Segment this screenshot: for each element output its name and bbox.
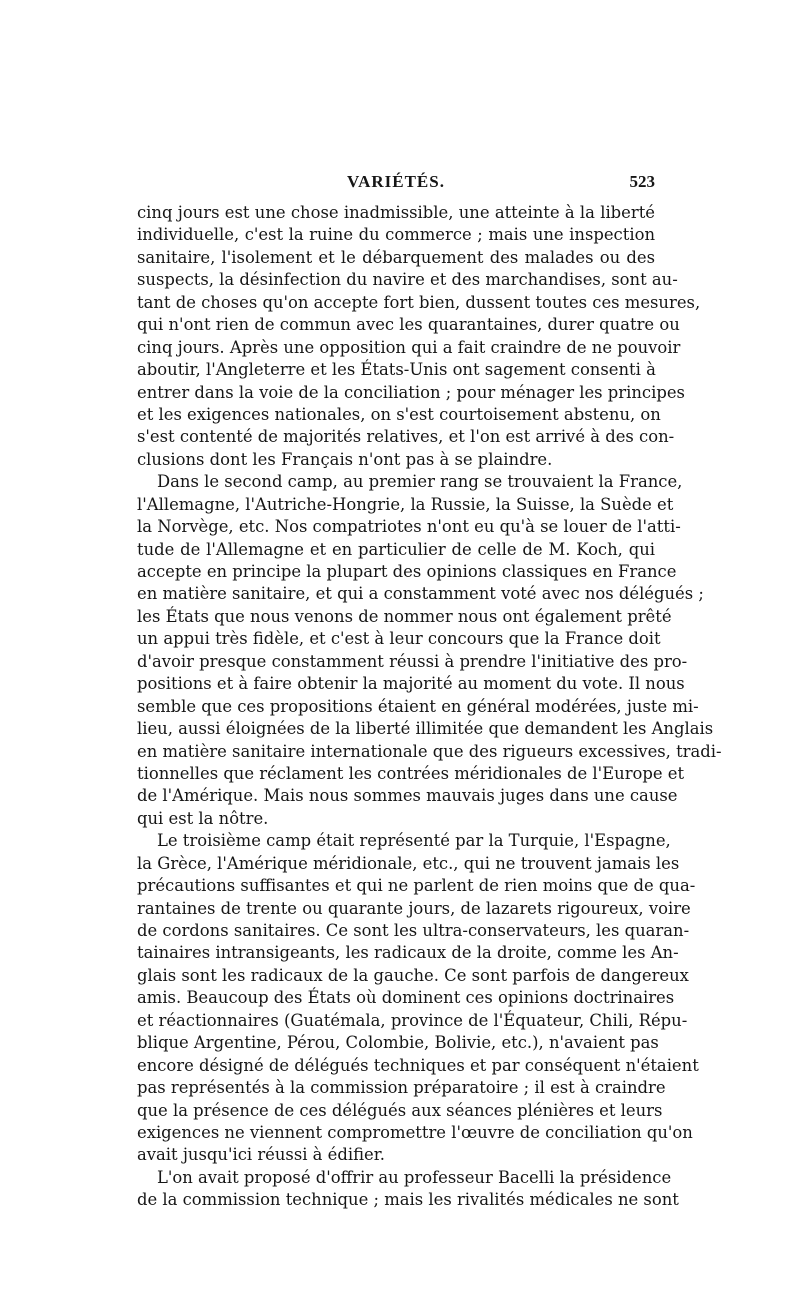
text-line: Le troisième camp était représenté par la Turquie, l'Espagne, [157, 831, 671, 851]
text-line: s'est contenté de majorités relatives, et l'on est arrivé à des con- [137, 427, 675, 447]
text-line: entrer dans la voie de la conciliation ; pour ménager les principes [137, 382, 685, 402]
text-line: clusions dont les Français n'ont pas à se plaindre. [137, 449, 553, 469]
text-line: et réactionnaires (Guatémala, province de l'Équateur, Chili, Répu- [137, 1010, 688, 1030]
text-line: L'on avait proposé d'offrir au professeur Bacelli la présidence [157, 1167, 672, 1187]
text-line: de cordons sanitaires. Ce sont les ultra-conservateurs, les quaran- [137, 921, 690, 940]
text-line: d'avoir presque constamment réussi à prendre l'initiative des pro- [137, 651, 688, 671]
text-line: en matière sanitaire, et qui a constamment voté avec nos délégués ; [137, 584, 704, 604]
text-line: lieu, aussi éloignées de la liberté illimitée que demandent les Anglais [137, 719, 714, 739]
text-line: l'Allemagne, l'Autriche-Hongrie, la Russie, la Suisse, la Suède et [137, 494, 674, 514]
text-line: cinq jours est une chose inadmissible, une atteinte à la liberté [137, 203, 655, 222]
text-line: amis. Beaucoup des États où dominent ces opinions doctrinaires [137, 988, 675, 1008]
text-line: Dans le second camp, au premier rang se trouvaient la France, [157, 472, 683, 492]
running-header [137, 172, 655, 196]
text-line: en matière sanitaire internationale que des rigueurs excessives, tradi- [137, 741, 722, 761]
text-line: cinq jours. Après une opposition qui a fait craindre de ne pouvoir [137, 337, 681, 357]
text-line: un appui très fidèle, et c'est à leur concours que la France doit [137, 629, 661, 649]
text-line: tionnelles que réclament les contrées méridionales de l'Europe et [137, 763, 685, 783]
text-line: tainaires intransigeants, les radicaux de la droite, comme les An- [137, 943, 679, 963]
text-line: que la présence de ces délégués aux séances plénières et leurs [137, 1100, 663, 1120]
text-line: positions et à faire obtenir la majorité au moment du vote. Il nous [137, 674, 685, 694]
text-line: la Grèce, l'Amérique méridionale, etc., qui ne trouvent jamais les [137, 853, 680, 873]
page-number: 523 [629, 172, 655, 191]
text-line: rantaines de trente ou quarante jours, de lazarets rigoureux, voire [137, 898, 691, 918]
text-line: les États que nous venons de nommer nous ont également prêté [137, 606, 672, 626]
text-line: individuelle, c'est la ruine du commerce ; mais une inspection [137, 225, 655, 245]
section-title: VARIÉTÉS. [347, 172, 445, 191]
text-line: blique Argentine, Pérou, Colombie, Bolivie, etc.), n'avaient pas [137, 1033, 659, 1053]
text-line: semble que ces propositions étaient en général modérées, juste mi- [137, 696, 699, 716]
text-line: pas représentés à la commission préparatoire ; il est à craindre [137, 1078, 666, 1098]
text-line: aboutir, l'Angleterre et les États-Unis ont sagement consenti à [137, 360, 656, 380]
text-line: tant de choses qu'on accepte fort bien, dussent toutes ces mesures, [137, 292, 701, 312]
text-line: qui est la nôtre. [137, 808, 269, 828]
text-line: de la commission technique ; mais les rivalités médicales ne sont [137, 1190, 679, 1210]
text-line: accepte en principe la plupart des opinions classiques en France [137, 562, 677, 581]
text-line: avait jusqu'ici réussi à édifier. [137, 1145, 385, 1165]
text-line: suspects, la désinfection du navire et des marchandises, sont au- [137, 270, 678, 290]
text-line: glais sont les radicaux de la gauche. Ce sont parfois de dangereux [137, 965, 689, 985]
text-line: encore désigné de délégués techniques et par conséquent n'étaient [137, 1055, 699, 1075]
text-line: tude de l'Allemagne et en particulier de celle de M. Koch, qui [137, 539, 655, 559]
body-text [137, 202, 722, 1212]
text-line: sanitaire, l'isolement et le débarquement des malades ou des [137, 247, 655, 267]
text-line: de l'Amérique. Mais nous sommes mauvais juges dans une cause [137, 786, 678, 806]
text-line: et les exigences nationales, on s'est courtoisement abstenu, on [137, 404, 661, 424]
text-line: précautions suffisantes et qui ne parlent de rien moins que de qua- [137, 876, 696, 896]
text-line: la Norvège, etc. Nos compatriotes n'ont eu qu'à se louer de l'atti- [137, 517, 681, 537]
text-line: qui n'ont rien de commun avec les quarantaines, durer quatre ou [137, 315, 680, 335]
text-line: exigences ne viennent compromettre l'œuvre de conciliation qu'on [137, 1122, 693, 1142]
